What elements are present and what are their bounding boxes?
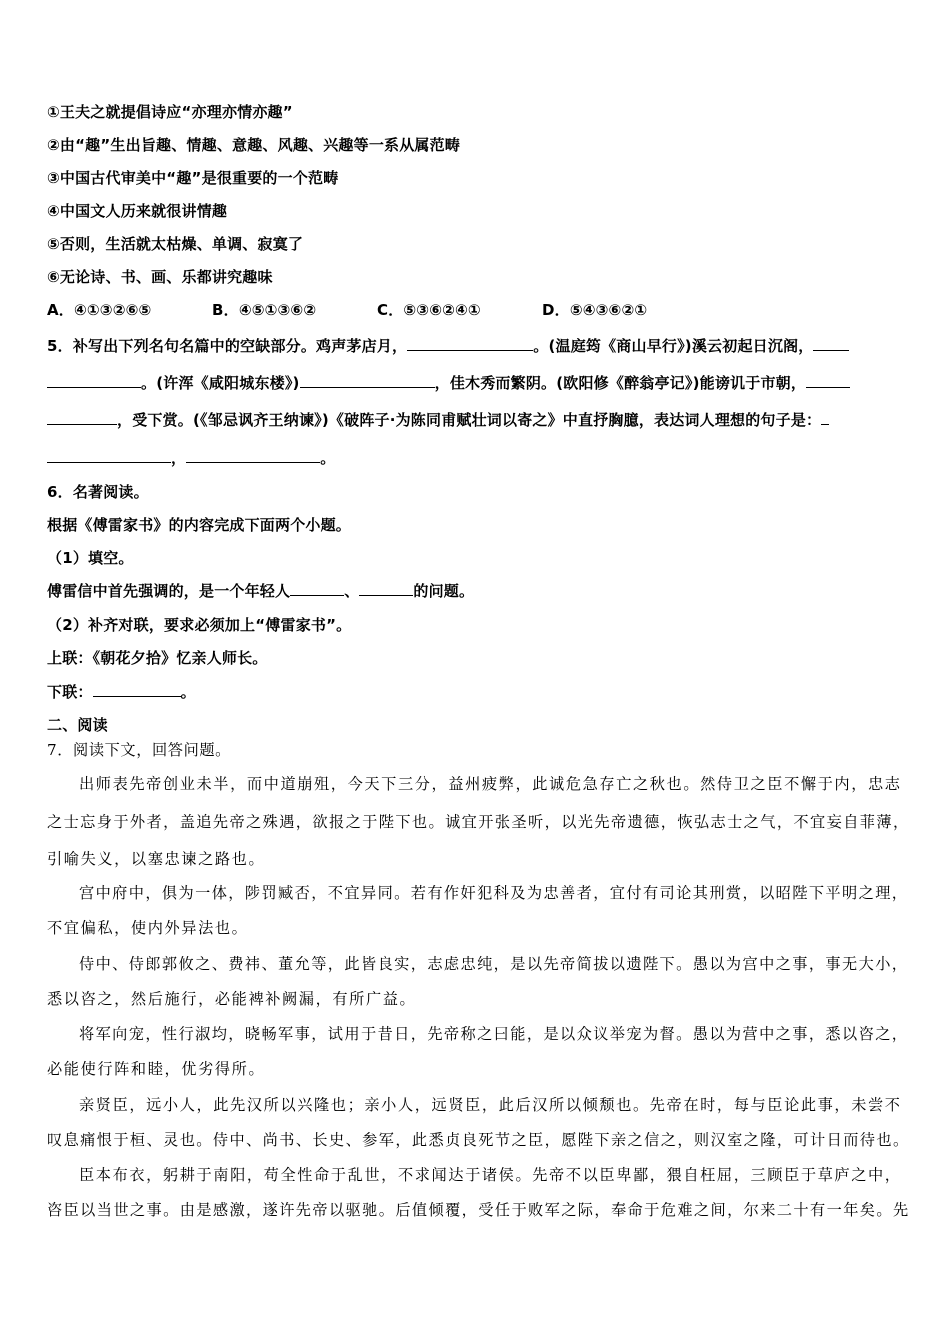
couplet-lower bbox=[47, 681, 906, 703]
q5-text: ，佳木秀而繁阴。(欧阳修《醉翁亭记》)能谤讥于市朝， bbox=[434, 374, 807, 392]
answer-blank[interactable] bbox=[407, 336, 533, 351]
q7-title: 7．阅读下文，回答问题。 bbox=[47, 741, 231, 759]
passage-line: 亲贤臣，远小人，此先汉所以兴隆也；亲小人，远贤臣，此后汉所以倾颓也。先帝在时，每与臣论此事，未尝不 bbox=[79, 1096, 902, 1114]
passage-line: 侍中、侍郎郭攸之、费祎、董允等，此皆良实，志虑忠纯，是以先帝简拔以遗陛下。愚以为宫中之事，事无大小， bbox=[79, 955, 909, 973]
answer-blank[interactable] bbox=[806, 373, 850, 388]
section-heading: 二、阅读 bbox=[47, 716, 108, 734]
q4-item-6: ⑥无论诗、书、画、乐都讲究趣味 bbox=[47, 268, 273, 286]
answer-blank[interactable] bbox=[47, 373, 141, 388]
q6-part-2: （2）补齐对联，要求必须加上“傅雷家书”。 bbox=[47, 616, 352, 634]
passage-line: 出师表先帝创业未半，而中道崩殂，今天下三分，益州疲弊，此诚危急存亡之秋也。然侍卫之臣不懈于内，忠志 bbox=[79, 775, 902, 793]
answer-blank[interactable] bbox=[813, 336, 849, 351]
q5-text: ，受下赏。(《邹忌讽齐王纳谏》)《破阵子·为陈同甫赋壮词以寄之》中直抒胸臆，表达词人理想的句子是： bbox=[117, 411, 822, 429]
q5-text: 。 bbox=[320, 449, 336, 467]
passage-line: 将军向宠，性行淑均，晓畅军事，试用于昔日，先帝称之曰能，是以众议举宠为督。愚以为营中之事，悉以咨之， bbox=[79, 1025, 909, 1043]
answer-blank[interactable] bbox=[93, 682, 181, 697]
q4-item-2: ②由“趣”生出旨趣、情趣、意趣、风趣、兴趣等一系从属范畴 bbox=[47, 136, 461, 154]
q4-item-3: ③中国古代审美中“趣”是很重要的一个范畴 bbox=[47, 169, 339, 187]
answer-blank[interactable] bbox=[290, 581, 344, 596]
q4-options bbox=[47, 299, 906, 321]
passage-line: 臣本布衣，躬耕于南阳，苟全性命于乱世，不求闻达于诸侯。先帝不以臣卑鄙，猥自枉屈，三顾臣于草庐之中， bbox=[79, 1166, 902, 1184]
option-d[interactable]: D．⑤④③⑥②① bbox=[542, 301, 648, 319]
q4-item-4: ④中国文人历来就很讲情趣 bbox=[47, 202, 228, 220]
answer-blank[interactable] bbox=[47, 448, 171, 463]
q4-item-5: ⑤否则，生活就太枯燥、单调、寂寞了 bbox=[47, 235, 304, 253]
answer-blank[interactable] bbox=[186, 448, 320, 463]
q6-text: 下联： bbox=[47, 683, 93, 701]
passage-line: 引喻失义，以塞忠谏之路也。 bbox=[47, 850, 266, 868]
q6-intro: 根据《傅雷家书》的内容完成下面两个小题。 bbox=[47, 516, 352, 534]
q5-text: 。(温庭筠《商山早行》)溪云初起日沉阁， bbox=[533, 337, 814, 355]
couplet-upper: 上联：《朝花夕拾》忆亲人师长。 bbox=[47, 649, 268, 667]
answer-blank[interactable] bbox=[300, 373, 435, 388]
q5-text: 5．补写出下列名句名篇中的空缺部分。鸡声茅店月， bbox=[47, 337, 408, 355]
q5-text: ， bbox=[171, 449, 187, 467]
passage-line: 悉以咨之，然后施行，必能裨补阙漏，有所广益。 bbox=[47, 990, 417, 1008]
passage-line: 之士忘身于外者，盖追先帝之殊遇，欲报之于陛下也。诚宜开张圣听，以光先帝遗德，恢弘志士之气，不宜妄自菲薄， bbox=[47, 813, 910, 831]
q4-item-1: ①王夫之就提倡诗应“亦理亦情亦趣” bbox=[47, 103, 293, 121]
q6-text: 、 bbox=[344, 582, 360, 600]
passage-line: 叹息痛恨于桓、灵也。侍中、尚书、长史、参军，此悉贞良死节之臣，愿陛下亲之信之，则汉室之隆，可计日而待也。 bbox=[47, 1131, 910, 1149]
answer-blank[interactable] bbox=[821, 410, 829, 425]
q5-text: 。(许浑《咸阳城东楼》) bbox=[141, 374, 300, 392]
passage-line: 宫中府中，俱为一体，陟罚臧否，不宜异同。若有作奸犯科及为忠善者，宜付有司论其刑赏，以昭陛下平明之理， bbox=[79, 884, 909, 902]
q5-line-1 bbox=[47, 335, 906, 357]
passage-line: 必能使行阵和睦，优劣得所。 bbox=[47, 1060, 266, 1078]
q6-text: 。 bbox=[180, 683, 196, 701]
q5-line-3 bbox=[47, 409, 906, 431]
q6-part-1: （1）填空。 bbox=[47, 549, 134, 567]
q6-text: 的问题。 bbox=[413, 582, 475, 600]
option-c[interactable]: C．⑤③⑥②④① bbox=[377, 301, 481, 319]
passage-line: 咨臣以当世之事。由是感激，遂许先帝以驱驰。后值倾覆，受任于败军之际，奉命于危难之间，尔来二十有一年矣。先 bbox=[47, 1201, 910, 1219]
q5-line-4 bbox=[47, 447, 906, 469]
option-b[interactable]: B．④⑤①③⑥② bbox=[212, 301, 317, 319]
q6-fill-line bbox=[47, 580, 906, 602]
q6-title: 6．名著阅读。 bbox=[47, 483, 149, 501]
answer-blank[interactable] bbox=[359, 581, 413, 596]
answer-blank[interactable] bbox=[47, 410, 117, 425]
q5-line-2 bbox=[47, 372, 906, 394]
option-a[interactable]: A．④①③②⑥⑤ bbox=[47, 301, 152, 319]
q6-text: 傅雷信中首先强调的，是一个年轻人 bbox=[47, 582, 291, 600]
passage-line: 不宜偏私，使内外异法也。 bbox=[47, 919, 249, 937]
